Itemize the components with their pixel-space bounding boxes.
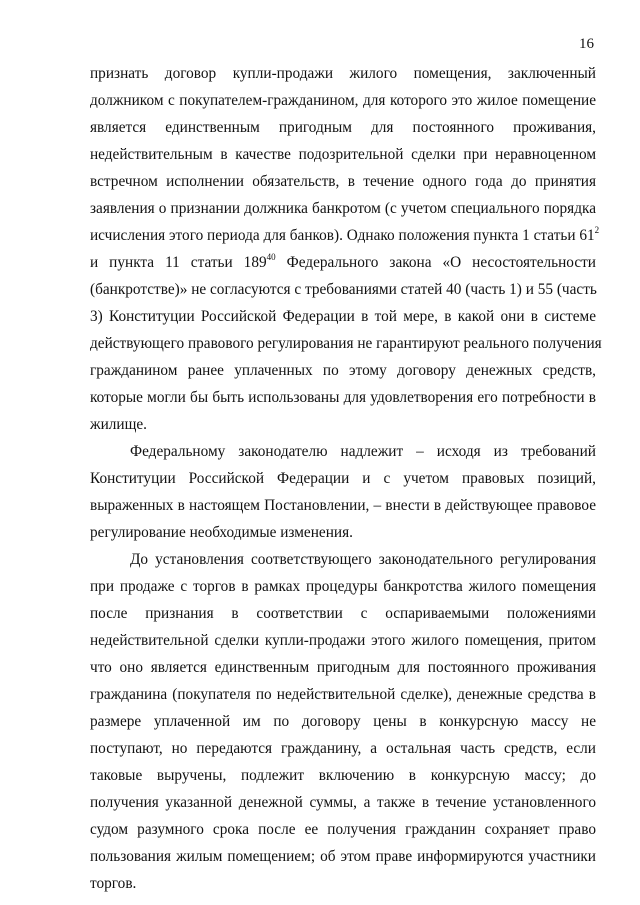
paragraph-2	[90, 438, 596, 546]
text-fragment: Федерального закона «О несостоятельности	[275, 254, 596, 271]
text-line	[90, 222, 600, 249]
page-number: 16	[579, 36, 594, 52]
text-line: которые могли бы быть использованы для удовлетворения его потребности в	[90, 389, 596, 406]
text-line: при продаже с торгов в рамках процедуры банкротства жилого помещения	[90, 578, 596, 595]
text-fragment: и пункта 11 статьи 189	[90, 254, 267, 271]
text-line: судом разумного срока после ее получения гражданин сохраняет право	[90, 821, 596, 838]
text-line: пользования жилым помещением; об этом праве информируются участники	[90, 848, 596, 865]
text-line: таковые выручены, подлежит включению в конкурсную массу; до	[90, 767, 596, 784]
text-line: (банкротстве)» не согласуются с требованиями статей 40 (часть 1) и 55 (часть	[90, 281, 597, 298]
text-line: получения указанной денежной суммы, а также в течение установленного	[90, 794, 596, 811]
text-line: жилище.	[90, 416, 147, 433]
footnote-superscript: 2	[594, 224, 600, 235]
text-line: гражданина (покупателя по недействительной сделке), денежные средства в	[90, 686, 596, 703]
text-line: гражданином ранее уплаченных по этому договору денежных средств,	[90, 362, 596, 379]
text-line: регулирование необходимые изменения.	[90, 524, 353, 541]
text-line: Федеральному законодателю надлежит – исходя из требований	[130, 443, 596, 460]
text-line: является единственным пригодным для постоянного проживания,	[90, 119, 596, 136]
text-line: До установления соответствующего законодательного регулирования	[130, 551, 596, 568]
text-line: недействительным в качестве подозрительной сделки при неравноценном	[90, 146, 596, 163]
text-line: признать договор купли-продажи жилого помещения, заключенный	[90, 65, 596, 82]
footnote-superscript: 40	[266, 251, 276, 262]
text-fragment: исчисления этого периода для банков). Однако положения пункта 1 статьи 61	[90, 227, 595, 244]
text-line	[90, 249, 596, 276]
text-line: встречном исполнении обязательств, в течение одного года до принятия	[90, 173, 596, 190]
text-line: Конституции Российской Федерации и с учетом правовых позиций,	[90, 470, 596, 487]
text-line: 3) Конституции Российской Федерации в той мере, в какой они в системе	[90, 308, 596, 325]
text-line: выраженных в настоящем Постановлении, – внести в действующее правовое	[90, 497, 596, 514]
paragraph-3	[90, 546, 596, 897]
text-line: действующего правового регулирования не гарантируют реального получения	[90, 335, 602, 352]
document-body	[90, 60, 602, 897]
paragraph-1	[90, 60, 602, 438]
text-line: поступают, но передаются гражданину, а остальная часть средств, если	[90, 740, 596, 757]
text-line: что оно является единственным пригодным для постоянного проживания	[90, 659, 596, 676]
text-line: размере уплаченной им по договору цены в конкурсную массу не	[90, 713, 596, 730]
text-line: после признания в соответствии с оспариваемыми положениями	[90, 605, 596, 622]
text-line: заявления о признании должника банкротом (с учетом специального порядка	[90, 200, 596, 217]
text-line: должником с покупателем-гражданином, для которого это жилое помещение	[90, 92, 596, 109]
text-line: торгов.	[90, 875, 137, 892]
text-line: недействительной сделки купли-продажи этого жилого помещения, притом	[90, 632, 596, 649]
